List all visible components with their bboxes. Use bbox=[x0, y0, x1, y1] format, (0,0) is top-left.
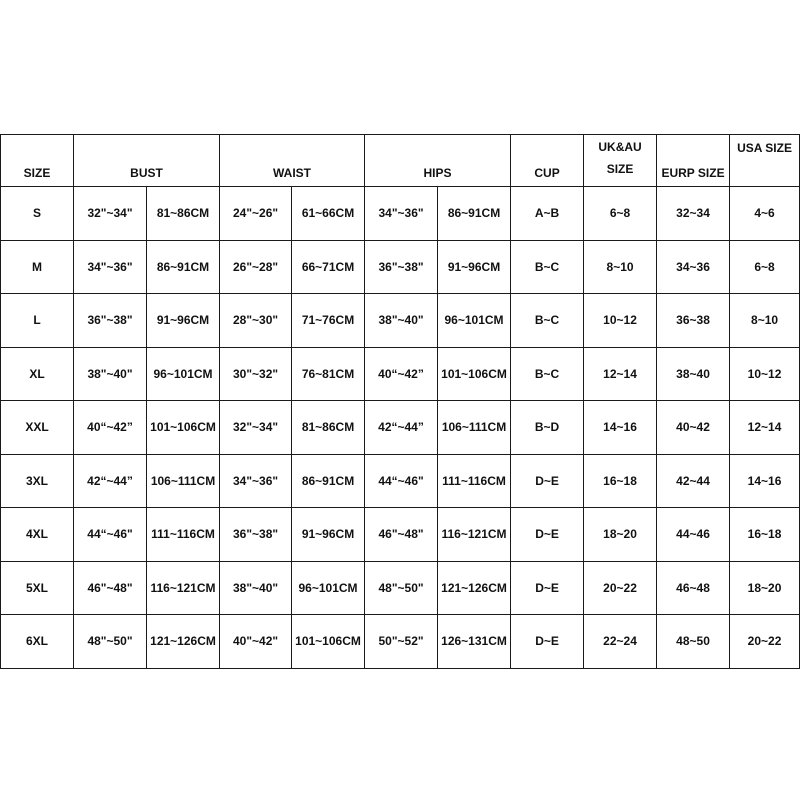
cell-hips-cm: 116~121CM bbox=[438, 508, 511, 562]
table-row bbox=[1, 401, 800, 455]
cell-bust-in: 38"~40" bbox=[74, 347, 147, 401]
cell-usa: 16~18 bbox=[730, 508, 800, 562]
header-uk-au-line1: UK&AU bbox=[598, 140, 642, 154]
table-row bbox=[1, 508, 800, 562]
cell-usa: 14~16 bbox=[730, 454, 800, 508]
header-uk-au bbox=[584, 135, 657, 187]
cell-bust-in: 36"~38" bbox=[74, 294, 147, 348]
table-row bbox=[1, 187, 800, 241]
header-hips-label: HIPS bbox=[423, 166, 452, 180]
cell-cup: D~E bbox=[511, 615, 584, 669]
cell-cup: B~C bbox=[511, 294, 584, 348]
cell-usa: 18~20 bbox=[730, 561, 800, 615]
cell-hips-cm: 91~96CM bbox=[438, 240, 511, 294]
cell-bust-cm: 106~111CM bbox=[147, 454, 220, 508]
cell-hips-in: 44“~46" bbox=[365, 454, 438, 508]
header-usa: USA SIZE bbox=[730, 135, 800, 187]
cell-uk-au: 6~8 bbox=[584, 187, 657, 241]
cell-hips-cm: 106~111CM bbox=[438, 401, 511, 455]
cell-hips-cm: 96~101CM bbox=[438, 294, 511, 348]
cell-bust-cm: 116~121CM bbox=[147, 561, 220, 615]
cell-eurp: 36~38 bbox=[657, 294, 730, 348]
cell-waist-cm: 101~106CM bbox=[292, 615, 365, 669]
cell-hips-in: 42“~44” bbox=[365, 401, 438, 455]
cell-hips-in: 36"~38" bbox=[365, 240, 438, 294]
cell-usa: 6~8 bbox=[730, 240, 800, 294]
cell-eurp: 46~48 bbox=[657, 561, 730, 615]
cell-cup: D~E bbox=[511, 454, 584, 508]
cell-size: 6XL bbox=[1, 615, 74, 669]
cell-hips-in: 50"~52" bbox=[365, 615, 438, 669]
cell-bust-in: 32"~34" bbox=[74, 187, 147, 241]
cell-bust-in: 46"~48" bbox=[74, 561, 147, 615]
cell-size: 4XL bbox=[1, 508, 74, 562]
cell-size: XL bbox=[1, 347, 74, 401]
cell-usa: 4~6 bbox=[730, 187, 800, 241]
cell-waist-in: 28"~30" bbox=[220, 294, 292, 348]
table-row bbox=[1, 561, 800, 615]
cell-waist-cm: 66~71CM bbox=[292, 240, 365, 294]
cell-cup: D~E bbox=[511, 508, 584, 562]
cell-eurp: 34~36 bbox=[657, 240, 730, 294]
cell-size: 5XL bbox=[1, 561, 74, 615]
cell-cup: A~B bbox=[511, 187, 584, 241]
cell-hips-in: 48"~50" bbox=[365, 561, 438, 615]
cell-bust-cm: 91~96CM bbox=[147, 294, 220, 348]
cell-hips-in: 40“~42” bbox=[365, 347, 438, 401]
cell-uk-au: 20~22 bbox=[584, 561, 657, 615]
cell-cup: B~C bbox=[511, 347, 584, 401]
cell-bust-cm: 111~116CM bbox=[147, 508, 220, 562]
cell-bust-cm: 81~86CM bbox=[147, 187, 220, 241]
cell-eurp: 32~34 bbox=[657, 187, 730, 241]
cell-hips-cm: 101~106CM bbox=[438, 347, 511, 401]
header-size: SIZE bbox=[1, 135, 74, 187]
header-hips bbox=[365, 135, 511, 187]
cell-waist-cm: 76~81CM bbox=[292, 347, 365, 401]
cell-bust-in: 42“~44” bbox=[74, 454, 147, 508]
size-chart bbox=[0, 134, 799, 664]
cell-bust-in: 40“~42” bbox=[74, 401, 147, 455]
cell-cup: B~C bbox=[511, 240, 584, 294]
header-cup: CUP bbox=[511, 135, 584, 187]
table-row bbox=[1, 454, 800, 508]
cell-eurp: 42~44 bbox=[657, 454, 730, 508]
cell-usa: 12~14 bbox=[730, 401, 800, 455]
header-eurp: EURP SIZE bbox=[657, 135, 730, 187]
size-chart-table bbox=[0, 134, 800, 669]
cell-hips-cm: 86~91CM bbox=[438, 187, 511, 241]
cell-bust-cm: 86~91CM bbox=[147, 240, 220, 294]
cell-waist-in: 32"~34" bbox=[220, 401, 292, 455]
cell-waist-in: 40"~42" bbox=[220, 615, 292, 669]
header-uk-au-line2: SIZE bbox=[606, 162, 634, 176]
cell-hips-cm: 111~116CM bbox=[438, 454, 511, 508]
cell-uk-au: 18~20 bbox=[584, 508, 657, 562]
cell-hips-in: 34"~36" bbox=[365, 187, 438, 241]
cell-waist-in: 36"~38" bbox=[220, 508, 292, 562]
cell-waist-cm: 81~86CM bbox=[292, 401, 365, 455]
cell-waist-cm: 86~91CM bbox=[292, 454, 365, 508]
cell-eurp: 48~50 bbox=[657, 615, 730, 669]
table-row bbox=[1, 615, 800, 669]
cell-size: S bbox=[1, 187, 74, 241]
cell-bust-cm: 96~101CM bbox=[147, 347, 220, 401]
cell-waist-in: 26"~28" bbox=[220, 240, 292, 294]
cell-waist-cm: 91~96CM bbox=[292, 508, 365, 562]
cell-bust-cm: 101~106CM bbox=[147, 401, 220, 455]
cell-hips-cm: 121~126CM bbox=[438, 561, 511, 615]
cell-waist-cm: 71~76CM bbox=[292, 294, 365, 348]
cell-uk-au: 16~18 bbox=[584, 454, 657, 508]
cell-usa: 20~22 bbox=[730, 615, 800, 669]
header-waist-label: WAIST bbox=[273, 166, 312, 180]
cell-uk-au: 10~12 bbox=[584, 294, 657, 348]
cell-eurp: 40~42 bbox=[657, 401, 730, 455]
cell-hips-in: 38"~40" bbox=[365, 294, 438, 348]
cell-cup: B~D bbox=[511, 401, 584, 455]
cell-waist-in: 30"~32" bbox=[220, 347, 292, 401]
cell-size: XXL bbox=[1, 401, 74, 455]
table-row bbox=[1, 347, 800, 401]
header-waist bbox=[220, 135, 365, 187]
cell-bust-in: 44“~46" bbox=[74, 508, 147, 562]
cell-waist-in: 24"~26" bbox=[220, 187, 292, 241]
cell-uk-au: 14~16 bbox=[584, 401, 657, 455]
cell-usa: 10~12 bbox=[730, 347, 800, 401]
cell-size: 3XL bbox=[1, 454, 74, 508]
cell-uk-au: 8~10 bbox=[584, 240, 657, 294]
cell-bust-cm: 121~126CM bbox=[147, 615, 220, 669]
cell-uk-au: 12~14 bbox=[584, 347, 657, 401]
header-row bbox=[1, 135, 800, 187]
cell-bust-in: 48"~50" bbox=[74, 615, 147, 669]
cell-bust-in: 34"~36" bbox=[74, 240, 147, 294]
cell-waist-in: 34"~36" bbox=[220, 454, 292, 508]
header-bust bbox=[74, 135, 220, 187]
cell-waist-cm: 96~101CM bbox=[292, 561, 365, 615]
cell-hips-cm: 126~131CM bbox=[438, 615, 511, 669]
cell-waist-in: 38"~40" bbox=[220, 561, 292, 615]
cell-size: L bbox=[1, 294, 74, 348]
cell-uk-au: 22~24 bbox=[584, 615, 657, 669]
cell-cup: D~E bbox=[511, 561, 584, 615]
cell-eurp: 38~40 bbox=[657, 347, 730, 401]
cell-hips-in: 46"~48" bbox=[365, 508, 438, 562]
cell-waist-cm: 61~66CM bbox=[292, 187, 365, 241]
cell-eurp: 44~46 bbox=[657, 508, 730, 562]
cell-usa: 8~10 bbox=[730, 294, 800, 348]
header-bust-label: BUST bbox=[130, 166, 163, 180]
cell-size: M bbox=[1, 240, 74, 294]
table-row bbox=[1, 240, 800, 294]
table-row bbox=[1, 294, 800, 348]
